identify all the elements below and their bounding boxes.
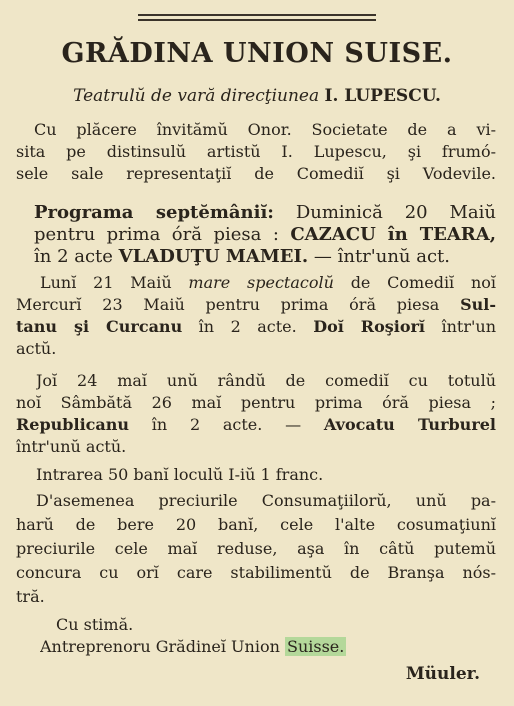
subtitle [0,86,514,106]
wednesday-text: Mercurĭ 23 Maiŭ pentru prima óră piesa [16,295,461,314]
programme-text: pentru prima óră piesa : [34,224,291,245]
saturday-line: noĭ Sâmbătă 26 maĭ pentru prima óră piesa ; [16,393,496,412]
grand-show: mare spectacolŭ [188,273,334,292]
top-rule-second [138,19,376,21]
play-title-vladutu: VLADUŢU MAMEI. [118,246,309,267]
admission-line: Intrarea 50 banĭ loculŭ I-iŭ 1 franc. [36,465,324,484]
prices-line-3: preciurile cele maĭ reduse, aşa în câtŭ putemŭ [16,539,496,558]
prices-line-1: D'asemenea preciurile Consumaţiilorŭ, unŭ pa- [36,491,496,510]
programme-acts: în 2 acte [34,246,119,267]
play-title-cazacu: CAZACU în TEARA, [290,224,496,245]
wednesday-line-3: actŭ. [16,339,57,358]
play-title-sultanu-cont: tanu şi Curcanu [16,317,183,336]
highlighted-word: Suisse. [286,637,345,656]
programme-one-act: — într'unŭ act. [308,246,451,267]
entrepreneur-text: Antreprenoru Grădineĭ Union [40,637,280,656]
director-name: I. LUPESCU. [324,86,441,106]
saturday-line-2 [16,414,496,436]
programme-line-1 [34,202,496,224]
invite-line-1: Cu plăcere învitămŭ Onor. Societate de a vi- [34,120,496,139]
prices-line-2: harŭ de bere 20 banĭ, cele l'alte cosumaţiunĭ [16,515,496,534]
play-title-avocatu: Avocatu Turburel [323,415,496,434]
invite-line-2: sita pe distinsulŭ artistŭ I. Lupescu, şi frumó- [16,142,496,161]
play-title-rosiori: Doĭ Roşiorĭ [313,317,426,336]
prices-line-5: tră. [16,587,45,606]
thursday-line: Joĭ 24 maĭ unŭ rândŭ de comediĭ cu totulŭ [36,371,496,390]
wednesday-acts: în 2 acte. [182,317,314,336]
programme-line-2 [34,224,496,246]
signature: Müuler. [405,664,480,684]
play-title-sultanu: Sul- [460,295,496,314]
saturday-acts: în 2 acte. — [129,415,324,434]
prices-line-4: concura cu orĭ care stabilimentŭ de Branşa nós- [16,563,496,582]
subtitle-italic: Teatrulŭ de vară direcţiunea [73,86,320,106]
programme-line-3 [34,246,496,268]
programme-heading: Programa septĕmâniĭ: [34,202,274,223]
page-title: GRĂDINA UNION SUISE. [61,38,453,69]
saturday-line-3: într'unŭ actŭ. [16,437,127,456]
programme-day: Duminică 20 Maiŭ [273,202,496,223]
entrepreneur-line [40,636,502,658]
top-rule [138,14,376,16]
closing-line: Cu stimă. [56,615,134,634]
play-title-republicanu: Republicanu [16,415,130,434]
wednesday-line-2 [16,316,496,338]
monday-date: Lunĭ 21 Maiŭ [40,273,189,292]
invite-line-3: sele sale representaţiĭ de Comediĭ şi Vodevile. [16,164,496,183]
monday-comedies: de Comediĭ noĭ [333,273,496,292]
wednesday-one-act: într'un [425,317,496,336]
wednesday-line [16,294,496,316]
monday-line [40,272,496,294]
